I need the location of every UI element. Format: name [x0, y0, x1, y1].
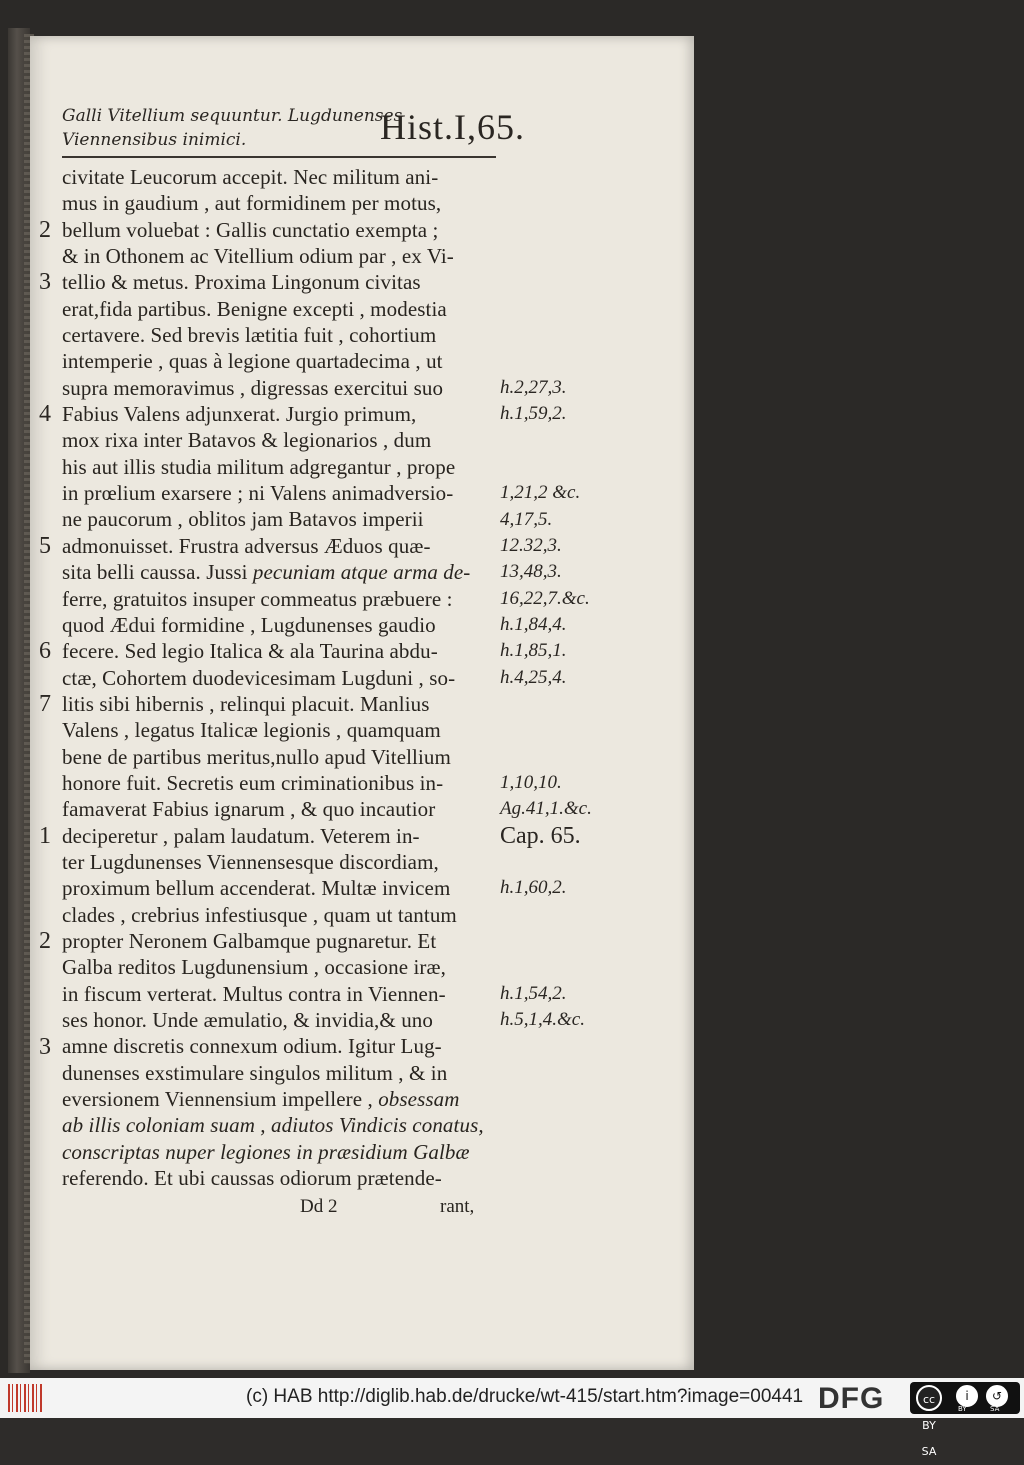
italic-fragment: obsessam — [378, 1087, 460, 1112]
cc-icon: cc BY SA — [916, 1385, 942, 1411]
text-line — [62, 269, 498, 295]
chapter-marker: Cap. 65. — [500, 822, 581, 849]
text-line — [62, 427, 498, 453]
text-line — [62, 717, 498, 743]
text-line-content: deciperetur , palam laudatum. Veterem in- — [62, 823, 420, 848]
margin-reference: h.4,25,4. — [500, 666, 567, 688]
text-line-content: ferre, gratuitos insuper commeatus præbuere : — [62, 586, 453, 611]
text-line — [62, 506, 498, 532]
text-line — [62, 665, 498, 691]
margin-reference: h.2,27,3. — [500, 376, 567, 398]
text-line-content: litis sibi hibernis , relinqui placuit. Manlius — [62, 691, 430, 716]
text-line-content: amne discretis connexum odium. Igitur Lug- — [62, 1034, 442, 1059]
text-line — [62, 296, 498, 322]
italic-fragment: pecuniam atque arma de- — [252, 560, 471, 585]
sa-label: SA — [990, 1405, 1000, 1413]
text-line — [62, 770, 498, 796]
text-line-content: & in Othonem ac Vitellium odium par , ex Vi- — [62, 244, 454, 269]
margin-reference: h.5,1,4.&c. — [500, 1009, 585, 1031]
text-line-content: proximum bellum accenderat. Multæ invicem — [62, 876, 451, 901]
header-caption-line1: Galli Vitellium sequuntur. Lugdunenses — [62, 106, 403, 126]
text-line-content: certavere. Sed brevis lætitia fuit , cohortium — [62, 323, 437, 348]
text-line-content: Fabius Valens adjunxerat. Jurgio primum, — [62, 402, 417, 427]
margin-reference: 4,17,5. — [500, 508, 553, 530]
paragraph-number: 6 — [39, 638, 51, 665]
text-line-content: ab illis coloniam suam , adiutos Vindicis conatus, — [62, 1113, 484, 1138]
text-line-content: ne paucorum , oblitos jam Batavos imperii — [62, 507, 424, 532]
text-line-content: his aut illis studia militum adgregantur , prope — [62, 454, 456, 479]
margin-reference: 13,48,3. — [500, 561, 562, 583]
text-line — [62, 375, 498, 401]
text-line — [62, 1086, 498, 1112]
cc-license-badge[interactable] — [910, 1382, 1020, 1458]
text-line-content: honore fuit. Secretis eum criminationibus in- — [62, 770, 444, 795]
text-line-content: mox rixa inter Batavos & legionarios , dum — [62, 428, 432, 453]
viewer-footer — [0, 1378, 1024, 1458]
text-line-content: referendo. Et ubi caussas odiorum prætende- — [62, 1166, 442, 1191]
paragraph-number: 7 — [39, 691, 51, 717]
text-line-content: erat,fida partibus. Benigne excepti , modestia — [62, 296, 447, 321]
text-line — [62, 164, 498, 190]
text-line — [62, 902, 498, 928]
paragraph-number: 2 — [39, 216, 51, 243]
text-line-content: sita belli caussa. Jussi — [62, 560, 248, 585]
sa-icon: ↺ — [986, 1385, 1008, 1407]
margin-reference: 12.32,3. — [500, 534, 562, 556]
copyright-link[interactable]: (c) HAB http://diglib.hab.de/drucke/wt-415/start.htm?image=00441 — [246, 1386, 804, 1407]
text-line — [62, 1007, 498, 1033]
text-line-content: ctæ, Cohortem duodevicesimam Lugduni , so- — [62, 665, 456, 690]
text-line — [62, 796, 498, 822]
margin-reference: h.1,59,2. — [500, 403, 567, 425]
text-line — [62, 533, 498, 559]
text-line-content: quod Ædui formidine , Lugdunenses gaudio — [62, 612, 436, 637]
text-line-content: bene de partibus meritus,nullo apud Vitellium — [62, 744, 451, 769]
text-line-content: famaverat Fabius ignarum , & quo incautior — [62, 797, 436, 822]
paragraph-number: 2 — [39, 928, 51, 955]
margin-reference: Ag.41,1.&c. — [500, 798, 592, 820]
text-line — [62, 849, 498, 875]
header-reference: Hist.I,65. — [380, 107, 525, 147]
text-line-content: bellum voluebat : Gallis cunctatio exempta ; — [62, 217, 439, 242]
text-line — [62, 217, 498, 243]
text-line-content: Valens , legatus Italicæ legionis , quamquam — [62, 718, 441, 743]
text-line — [62, 480, 498, 506]
text-line — [62, 823, 498, 849]
text-line — [62, 586, 498, 612]
text-line — [62, 638, 498, 664]
paragraph-number: 3 — [39, 269, 51, 296]
text-line — [62, 928, 498, 954]
text-line — [62, 401, 498, 427]
text-line — [62, 1060, 498, 1086]
paragraph-number: 1 — [39, 822, 51, 849]
text-line — [62, 1139, 498, 1165]
header-caption — [62, 104, 403, 152]
signature-mark: Dd 2 — [300, 1196, 338, 1217]
body-text — [62, 164, 498, 1191]
text-line — [62, 1112, 498, 1138]
margin-reference: 16,22,7.&c. — [500, 587, 590, 609]
text-line — [62, 559, 498, 585]
text-line — [62, 981, 498, 1007]
margin-reference: h.1,60,2. — [500, 877, 567, 899]
margin-reference: 1,10,10. — [500, 772, 562, 794]
text-line-content: tellio & metus. Proxima Lingonum civitas — [62, 270, 421, 295]
text-line-content: Galba reditos Lugdunensium , occasione iræ, — [62, 955, 446, 980]
header-caption-line2: Viennensibus inimici. — [62, 130, 247, 150]
text-line-content: mus in gaudium , aut formidinem per motus, — [62, 191, 442, 216]
text-line — [62, 348, 498, 374]
text-line — [62, 454, 498, 480]
header-rule — [62, 156, 496, 158]
text-line — [62, 875, 498, 901]
by-label: BY — [958, 1405, 967, 1413]
text-line-content: propter Neronem Galbamque pugnaretur. Et — [62, 928, 437, 953]
text-line — [62, 612, 498, 638]
margin-reference: h.1,84,4. — [500, 613, 567, 635]
text-line-content: eversionem Viennensium impellere , — [62, 1087, 373, 1112]
text-line-content: conscriptas nuper legiones in præsidium Galbæ — [62, 1139, 470, 1164]
text-line-content: supra memoravimus , digressas exercitui suo — [62, 375, 444, 400]
text-line — [62, 744, 498, 770]
text-line-content: ter Lugdunenses Viennensesque discordiam, — [62, 849, 439, 874]
margin-reference: h.1,85,1. — [500, 640, 567, 662]
text-line — [62, 1165, 498, 1191]
text-line-content: ses honor. Unde æmulatio, & invidia,& uno — [62, 1008, 433, 1032]
text-line-content: in fiscum verterat. Multus contra in Viennen- — [62, 981, 446, 1006]
text-line — [62, 190, 498, 216]
paragraph-number: 4 — [39, 401, 51, 428]
margin-reference: 1,21,2 &c. — [500, 482, 581, 504]
text-line-content: dunenses exstimulare singulos militum , & in — [62, 1060, 448, 1085]
text-line-content: fecere. Sed legio Italica & ala Taurina abdu- — [62, 639, 438, 664]
text-line-content: civitate Leucorum accepit. Nec militum ani- — [62, 165, 439, 189]
catchword: rant, — [440, 1196, 475, 1217]
paragraph-number: 3 — [39, 1033, 51, 1060]
text-line-content: admonuisset. Frustra adversus Æduos quæ- — [62, 533, 431, 558]
text-line-content: clades , crebrius infestiusque , quam ut tantum — [62, 902, 457, 927]
by-icon: i — [956, 1385, 978, 1407]
paragraph-number: 5 — [39, 532, 51, 559]
text-line — [62, 1033, 498, 1059]
dfg-logo: DFG — [818, 1382, 885, 1415]
text-line — [62, 243, 498, 269]
running-header — [62, 104, 525, 158]
text-line-content: in prœlium exarsere ; ni Valens animadversio- — [62, 481, 454, 506]
text-line — [62, 691, 498, 717]
text-line — [62, 954, 498, 980]
margin-reference: h.1,54,2. — [500, 982, 567, 1004]
text-line — [62, 322, 498, 348]
hab-logo-icon — [8, 1384, 44, 1412]
text-line-content: intemperie , quas à legione quartadecima , ut — [62, 349, 443, 374]
